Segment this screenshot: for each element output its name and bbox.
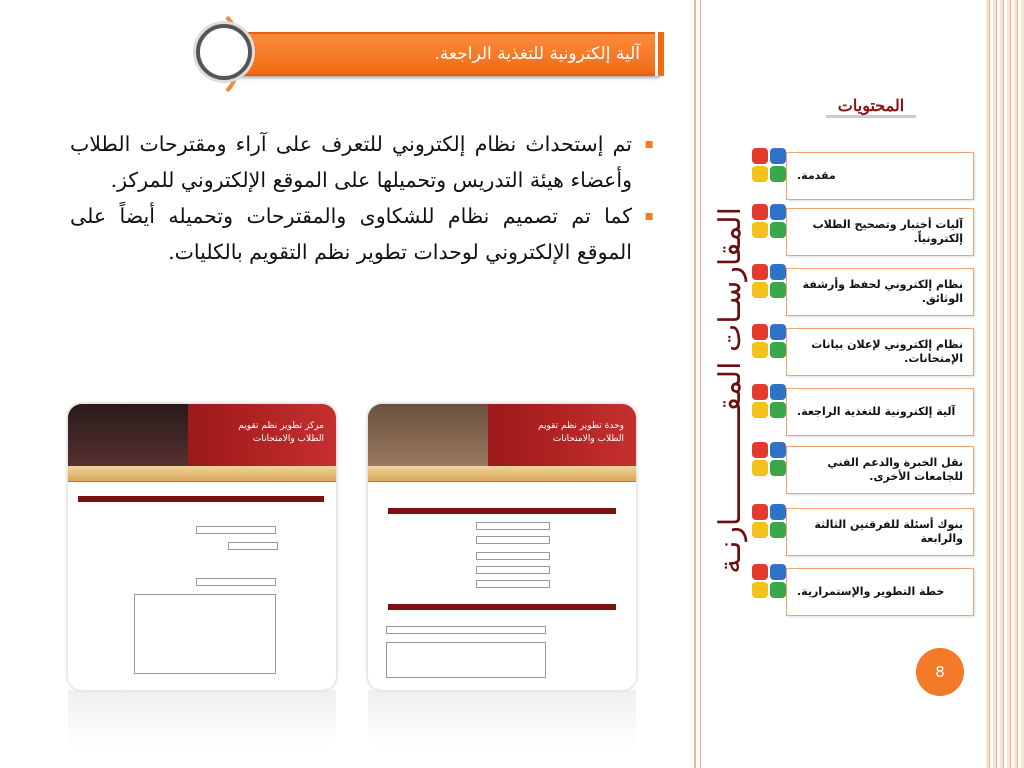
banner-text: مركز تطوير نظم تقويم الطلاب والامتحانات (238, 421, 324, 444)
puzzle-piece (770, 166, 786, 182)
puzzle-icon (752, 264, 788, 300)
contents-item[interactable] (786, 446, 974, 494)
contents-item-label: نقل الخبرة والدعم الفني للجامعات الأخرى. (827, 456, 963, 483)
puzzle-piece (770, 204, 786, 220)
puzzle-icon (752, 148, 788, 184)
bullet-text: تم إستحداث نظام إلكتروني للتعرف على آراء ومقترحات الطلاب وأعضاء هيئة التدريس وتحميلها على الموقع الإلكتروني للمركز. (70, 132, 632, 192)
form-header (388, 604, 616, 610)
puzzle-piece (752, 204, 768, 220)
puzzle-icon (752, 442, 788, 478)
puzzle-piece (770, 222, 786, 238)
website-screenshot-left (68, 404, 336, 690)
puzzle-piece (770, 460, 786, 476)
puzzle-piece (770, 148, 786, 164)
screenshot-nav (68, 466, 336, 482)
form-field (196, 526, 276, 534)
form-header (78, 496, 324, 502)
form-textarea (134, 594, 276, 674)
puzzle-icon (752, 384, 788, 420)
website-screenshot-right (368, 404, 636, 690)
puzzle-piece (752, 222, 768, 238)
puzzle-piece (770, 522, 786, 538)
contents-item-label: نظام إلكتروني لحفظ وأرشفة الوثائق. (802, 278, 963, 305)
puzzle-piece (752, 402, 768, 418)
screenshot-nav (368, 466, 636, 482)
banner-text: وحدة تطوير نظم تقويم الطلاب والامتحانات (537, 421, 624, 444)
screenshot-form (368, 482, 636, 690)
form-field (476, 566, 550, 574)
divider-line (694, 0, 696, 768)
puzzle-piece (752, 324, 768, 340)
page-number: 8 (916, 648, 964, 696)
puzzle-piece (770, 342, 786, 358)
bullet-text: كما تم تصميم نظام للشكاوى والمقترحات وتحميله أيضاً على الموقع الإلكتروني لوحدات تطوير نظم التقويم بالكليات. (70, 204, 632, 264)
form-field (386, 626, 546, 634)
form-textarea (386, 642, 546, 678)
slide-title: آلية إلكترونية للتغذية الراجعة. (434, 44, 640, 64)
puzzle-piece (752, 264, 768, 280)
puzzle-piece (752, 564, 768, 580)
puzzle-icon (752, 324, 788, 360)
puzzle-piece (752, 166, 768, 182)
screenshot-reflection (368, 690, 636, 750)
students-photo (368, 404, 488, 466)
contents-item-label: خطة التطوير والإستمرارية. (797, 585, 945, 598)
contents-item[interactable] (786, 508, 974, 556)
puzzle-piece (770, 582, 786, 598)
form-header (388, 508, 616, 514)
puzzle-piece (752, 384, 768, 400)
puzzle-piece (770, 504, 786, 520)
title-bar (226, 32, 658, 76)
contents-item[interactable] (786, 568, 974, 616)
form-field (476, 552, 550, 560)
form-field (196, 578, 276, 586)
building-photo (68, 404, 188, 466)
bullet-marker: ▪ (644, 136, 654, 152)
contents-item-label: آليات أختبار وتصحيح الطلاب إلكترونياً. (812, 218, 963, 245)
puzzle-piece (770, 402, 786, 418)
bullet-marker: ▪ (644, 208, 654, 224)
puzzle-piece (752, 582, 768, 598)
puzzle-piece (752, 460, 768, 476)
form-field (476, 536, 550, 544)
contents-heading: المحتويات (826, 96, 916, 118)
contents-item[interactable] (786, 328, 974, 376)
screenshot-form (68, 482, 336, 690)
form-field (228, 542, 278, 550)
puzzle-piece (770, 282, 786, 298)
contents-item[interactable] (786, 388, 974, 436)
decorative-edge (986, 0, 1024, 768)
screenshot-banner (368, 404, 636, 466)
puzzle-piece (752, 282, 768, 298)
puzzle-icon (752, 504, 788, 540)
puzzle-piece (752, 504, 768, 520)
puzzle-icon (752, 204, 788, 240)
contents-item[interactable] (786, 152, 974, 200)
side-title-text: المقارسـات المقــــــــــــارنـة (712, 206, 748, 574)
screenshot-banner (68, 404, 336, 466)
contents-item[interactable] (786, 268, 974, 316)
side-title (700, 80, 760, 700)
contents-item-label: بنوك أسئلة للفرقتين الثالثة والرابعة (814, 518, 963, 545)
title-circle (196, 24, 252, 80)
puzzle-piece (752, 522, 768, 538)
puzzle-piece (770, 324, 786, 340)
puzzle-piece (752, 442, 768, 458)
body-text (70, 126, 660, 270)
form-field (476, 580, 550, 588)
form-field (476, 522, 550, 530)
contents-item-label: آلية إلكترونية للتغذية الراجعة. (797, 405, 956, 418)
puzzle-piece (770, 442, 786, 458)
puzzle-piece (770, 264, 786, 280)
puzzle-piece (770, 384, 786, 400)
puzzle-piece (752, 342, 768, 358)
bullet-paragraph (70, 126, 660, 198)
screenshot-reflection (68, 690, 336, 750)
puzzle-piece (752, 148, 768, 164)
contents-item[interactable] (786, 208, 974, 256)
puzzle-piece (770, 564, 786, 580)
contents-item-label: مقدمة. (797, 169, 836, 182)
bullet-paragraph (70, 198, 660, 270)
puzzle-icon (752, 564, 788, 600)
contents-item-label: نظام إلكتروني لإعلان بيانات الإمتحانات. (811, 338, 963, 365)
